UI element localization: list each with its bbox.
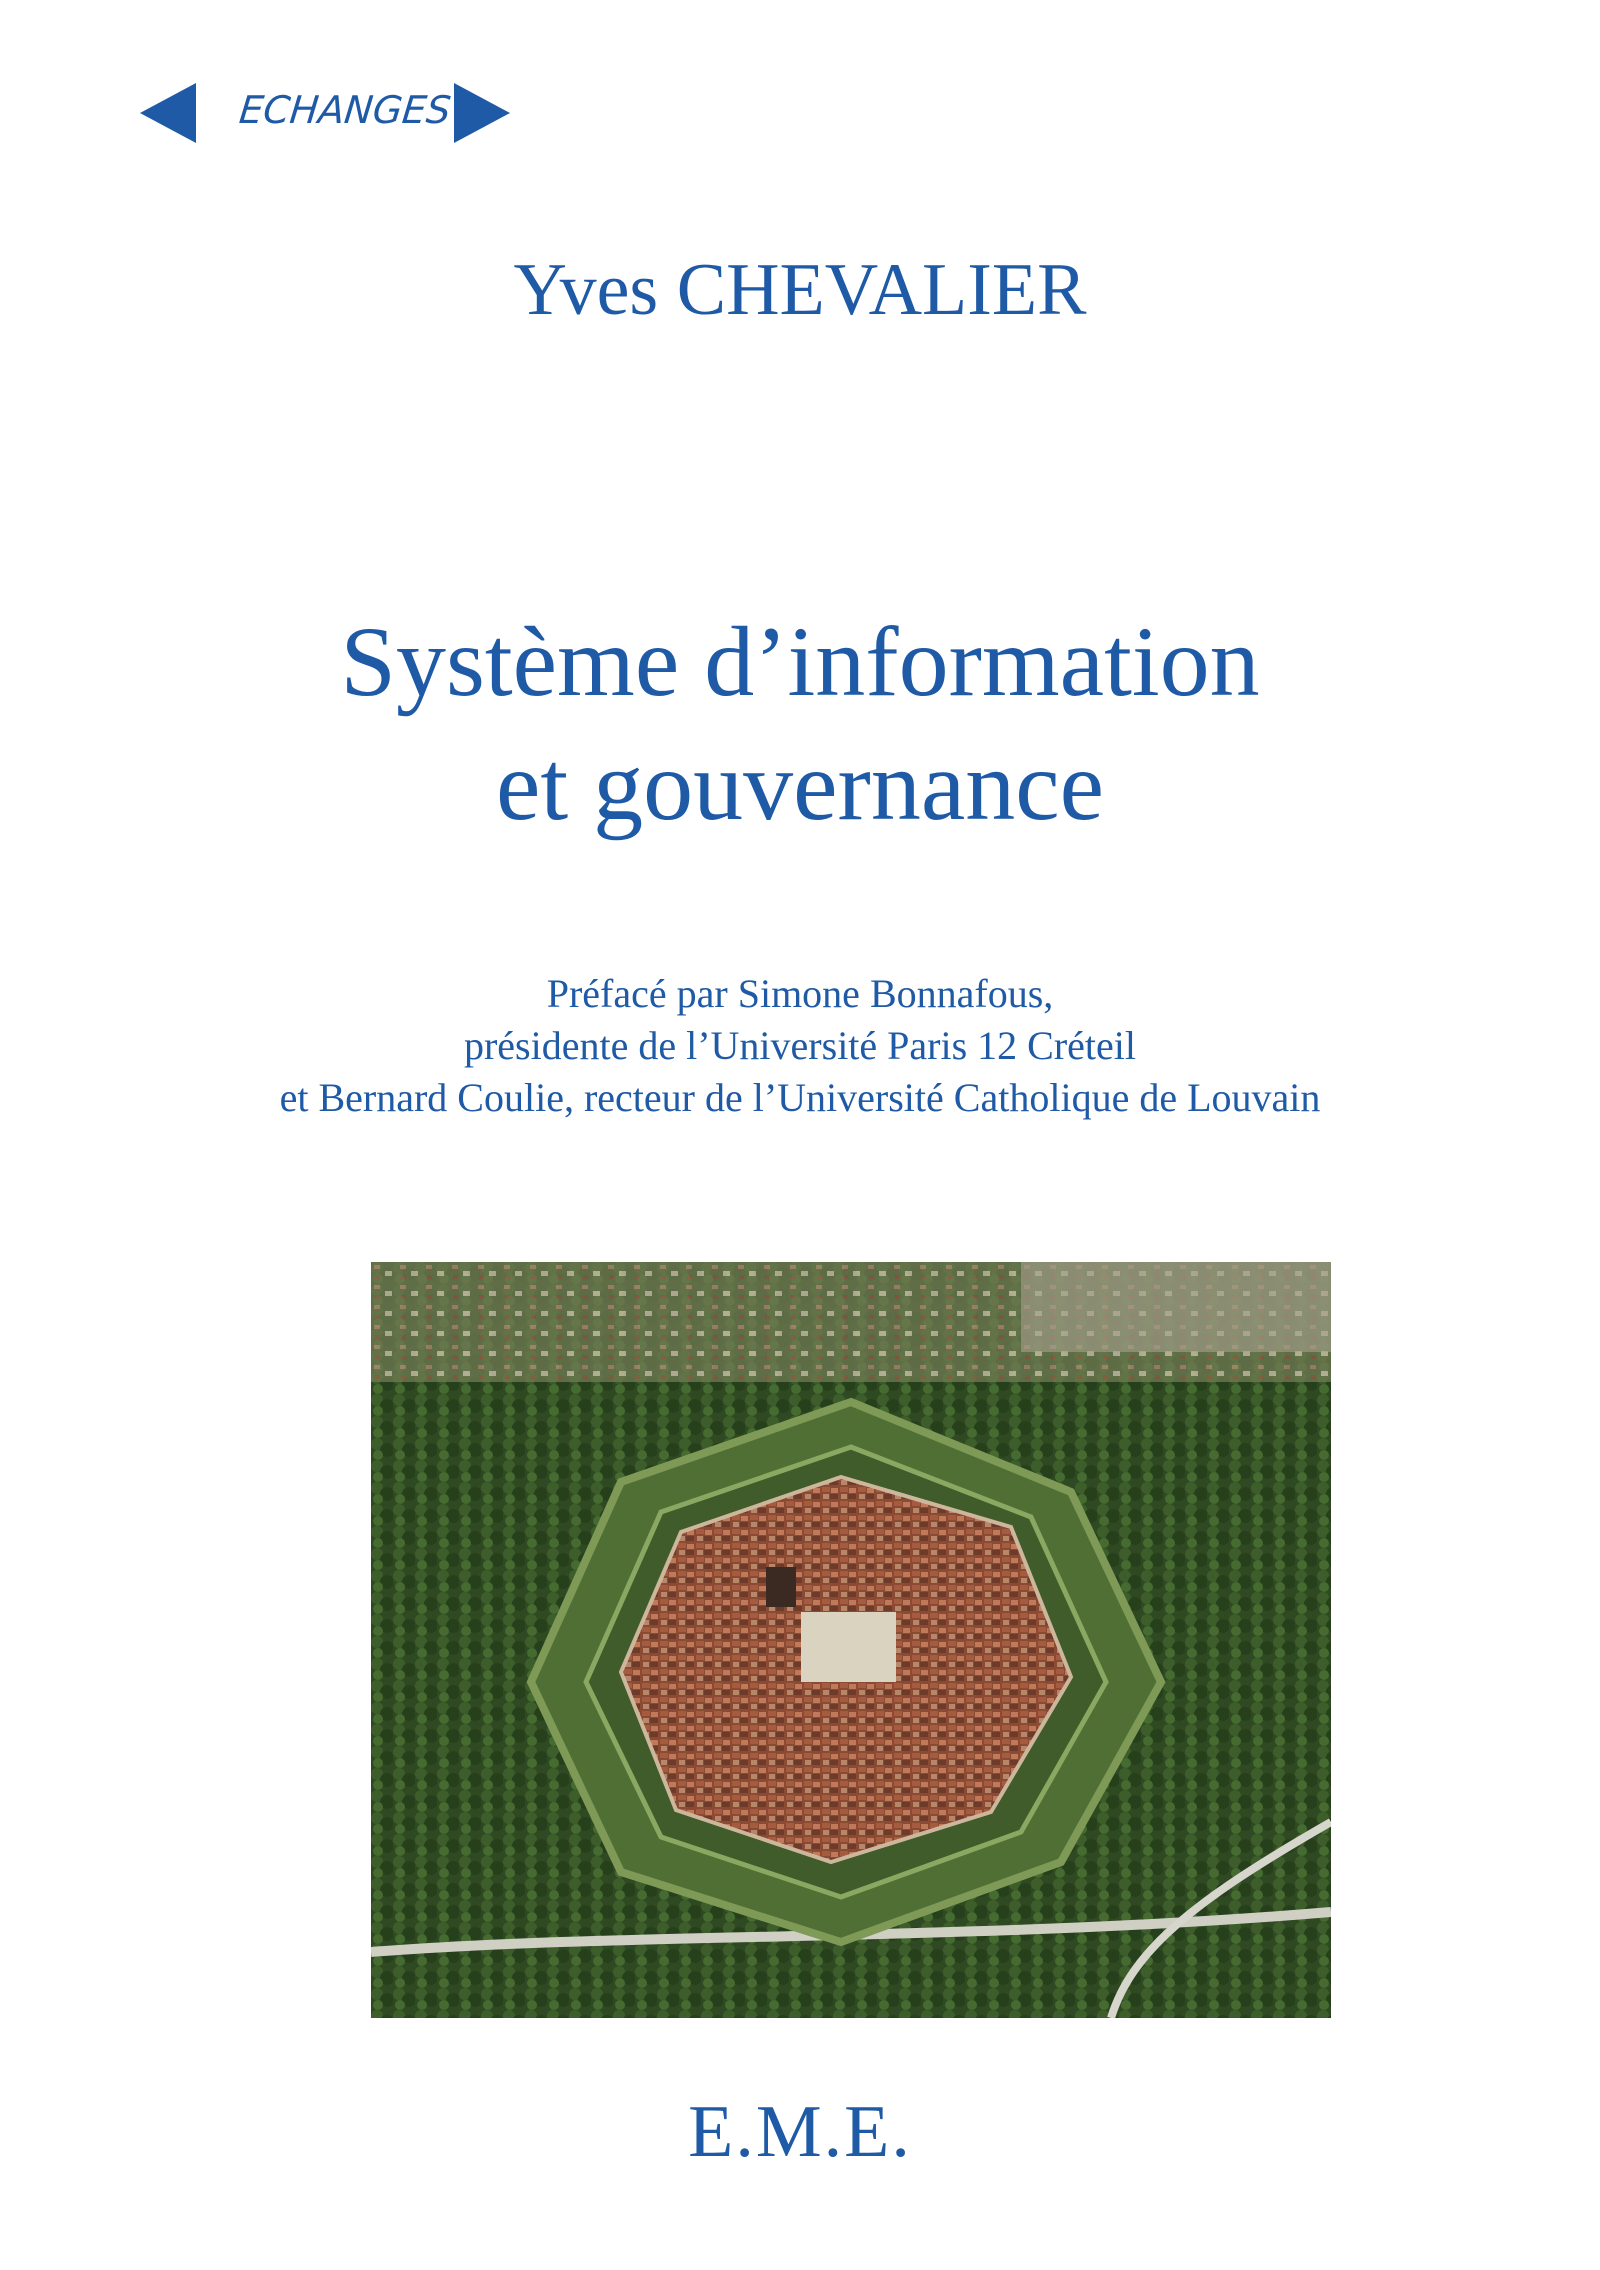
title-line-1: Système d’information: [340, 606, 1260, 717]
title-line-2: et gouvernance: [495, 730, 1104, 841]
preface-line-2: présidente de l’Université Paris 12 Créteil: [463, 1023, 1137, 1068]
preface-line-3: et Bernard Coulie, recteur de l’Université Catholique de Louvain: [279, 1075, 1321, 1120]
author-name: Yves CHEVALIER: [513, 249, 1087, 331]
fortress-aerial-image: [371, 1262, 1331, 2018]
series-logo: [140, 78, 510, 148]
cover-photo: [371, 1262, 1331, 2018]
preface-credits: [0, 968, 1600, 1124]
series-label: ECHANGES: [237, 88, 453, 132]
preface-line-1: Préfacé par Simone Bonnafous,: [546, 971, 1054, 1016]
publisher: E.M.E.: [688, 2091, 912, 2173]
book-title: [0, 600, 1600, 848]
